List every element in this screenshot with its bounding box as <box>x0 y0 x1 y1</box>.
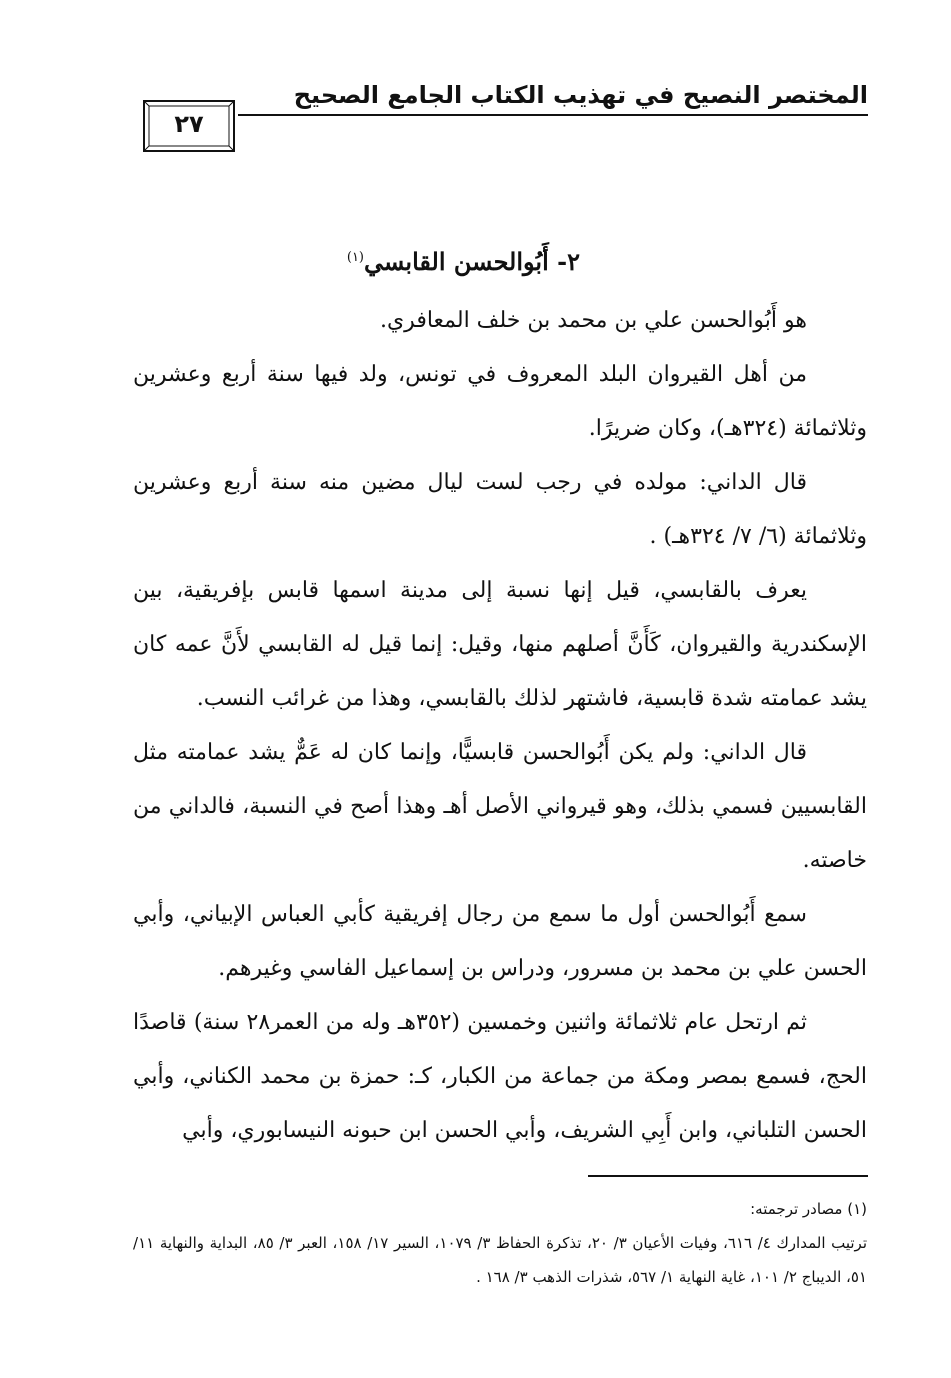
running-header-title: المختصر النصيح في تهذيب الكتاب الجامع الصحيح <box>293 81 868 109</box>
header-rule <box>238 114 868 116</box>
paragraph: سمع أَبُوالحسن أول ما سمع من رجال إفريقية كأبي العباس الإبياني، وأبي الحسن علي بن محمد بن مسرور، ودراس بن إسماعيل الفاسي وغيرهم. <box>133 902 867 981</box>
section-title <box>200 238 580 282</box>
paragraph: يعرف بالقابسي، قيل إنها نسبة إلى مدينة اسمها قابس بإفريقية، بين الإسكندرية والقيروان، كَأَنَّ أصلهم منها، وقيل: إنما قيل له القابسي لأَنَّ عمه كان يشد عمامته شدة قابسية، فاشتهر لذلك بالقابسي، وهذا من غرائب النسب. <box>133 578 867 711</box>
footnote-marker: (١) <box>346 250 364 265</box>
page-number-frame <box>140 97 238 155</box>
paragraph: من أهل القيروان البلد المعروف في تونس، ولد فيها سنة أربع وعشرين وثلاثمائة (٣٢٤هـ)، وكان ضريرًا. <box>133 362 867 441</box>
footnotes <box>133 1192 867 1294</box>
footnote-separator <box>588 1175 868 1177</box>
body-text <box>133 294 867 1158</box>
paragraph: قال الداني: مولده في رجب لست ليال مضين منه سنة أربع وعشرين وثلاثمائة (٦/ ٧/ ٣٢٤هـ) . <box>133 470 867 549</box>
paragraph: قال الداني: ولم يكن أَبُوالحسن قابسيًّا، وإنما كان له عَمٌّ يشد عمامته مثل القابسيين فسمي بذلك، وهو قيرواني الأصل أهـ وهذا أصح في النسبة، فالداني من خاصته. <box>133 740 867 873</box>
footnote-text: ترتيب المدارك ٤/ ٦١٦، وفيات الأعيان ٣/ ٢٠، تذكرة الحفاظ ٣/ ١٠٧٩، السير ١٧/ ١٥٨، العبر ٣/ ٨٥، البداية والنهاية ١١/ ٥١، الديباج ٢/ ١٠١، غاية النهاية ١/ ٥٦٧، شذرات الذهب ٣/ ١٦٨ . <box>133 1234 868 1286</box>
section-title-text: ٢- أَبُوالحسن القابسي <box>364 247 580 276</box>
paragraph: ثم ارتحل عام ثلاثمائة واثنين وخمسين (٣٥٢هـ وله من العمر٢٨ سنة) قاصدًا الحج، فسمع بمصر ومكة من جماعة من الكبار، كـ: حمزة بن محمد الكناني، وأبي الحسن التلباني، وابن أَبِي الشريف، وأبي الحسن ابن حبونه النيسابوري، وأبي <box>133 1010 867 1143</box>
paragraph: هو أَبُوالحسن علي بن محمد بن خلف المعافري. <box>379 308 807 333</box>
footnote-heading: (١) مصادر ترجمته: <box>750 1200 867 1218</box>
page-number: ٢٧ <box>174 110 204 138</box>
